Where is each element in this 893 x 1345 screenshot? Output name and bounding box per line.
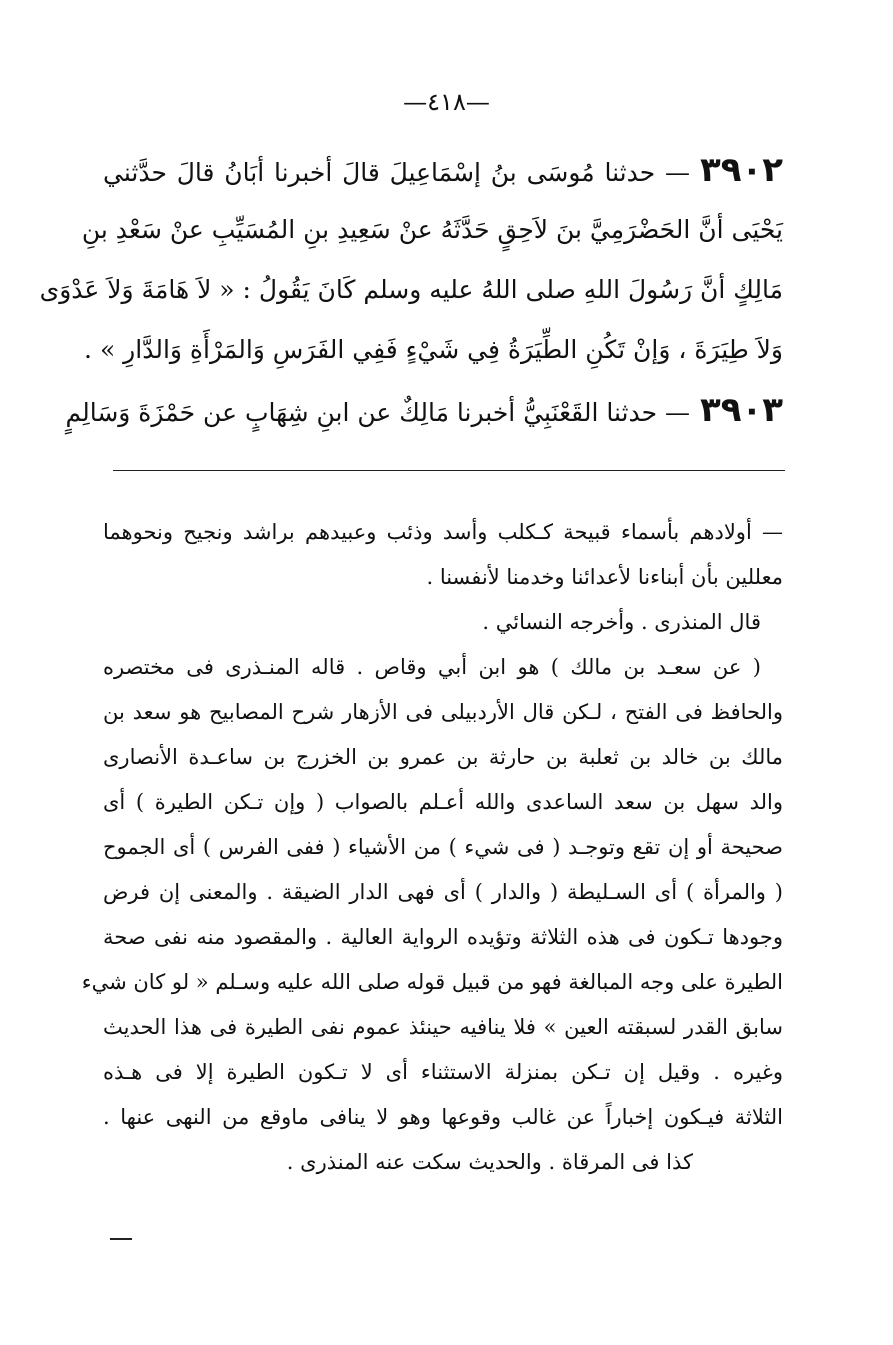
commentary-line: وغيره . وقيل إن تـكن بمنزلة الاستثناء أى لا تـكون الطيرة إلا فى هـذه	[103, 1060, 783, 1084]
hadith-line: وَلاَ طِيَرَةَ ، وَإنْ تَكُنِ الطِّيَرَةُ فِي شَيْءٍ فَفِي الفَرَسِ وَالمَرْأَةِ وَالدَّارِ » .	[84, 335, 783, 364]
commentary-line: سابق القدر لسبقته العين » فلا ينافيه حينئذ عموم نفى الطيرة فى هذا الحديث	[103, 1015, 783, 1039]
hadith-text-block	[39, 140, 783, 440]
commentary-line: ( عن سعـد بن مالك ) هو ابن أبي وقاص . قاله المنـذرى فى مختصره	[103, 655, 761, 679]
footnote-divider	[113, 470, 785, 471]
commentary-line: مالك بن خالد بن ثعلبة بن حارثة بن عمرو بن الخزرج بن ساعـدة الأنصارى	[103, 745, 783, 769]
hadith-number: ٣٩٠٢	[699, 150, 783, 190]
commentary-line: الثلاثة فيـكون إخباراً عن غالب وقوعها وهو لا ينافى ماوقع من النهى عنها .	[103, 1105, 783, 1129]
hadith-line: يَحْيَى أنَّ الحَضْرَمِيَّ بنَ لاَحِقٍ حَدَّثَهُ عنْ سَعِيدِ بنِ المُسَيِّبِ عنْ سَعْدِ بنِ	[81, 215, 783, 244]
commentary-line: صحيحة أو إن تقع وتوجـد ( فى شيء ) من الأشياء ( ففى الفرس ) أى الجموح	[103, 835, 783, 859]
hadith-line-text: — حدثنا القَعْنَبِيُّ أخبرنا مَالِكٌ عن ابنِ شِهَابٍ عن حَمْزَةَ وَسَالِمٍ	[65, 398, 690, 427]
commentary-line: معللين بأن أبناءنا لأعدائنا وخدمنا لأنفسنا .	[426, 565, 783, 589]
hadith-line	[65, 380, 783, 440]
commentary-line: والحافظ فى الفتح ، لـكن قال الأردبيلى فى الأزهار شرح المصابيح هو سعد بن	[103, 700, 783, 724]
commentary-line: وجودها تـكون فى هذه الثلاثة وتؤيده الرواية العالية . والمقصود منه نفى صحة	[103, 925, 783, 949]
commentary-line: والد سهل بن سعد الساعدى والله أعـلم بالصواب ( وإن تـكن الطيرة ) أى	[103, 790, 783, 814]
hadith-number: ٣٩٠٣	[699, 390, 783, 430]
commentary-line: الطيرة على وجه المبالغة فهو من قبيل قوله صلى الله عليه وسـلم « لو كان شيء	[81, 970, 783, 994]
hadith-line-text: — حدثنا مُوسَى بنُ إسْمَاعِيلَ قالَ أخبرنا أبَانُ قالَ حدَّثني	[103, 158, 690, 187]
commentary-line: قال المنذرى . وأخرجه النسائي .	[482, 610, 761, 634]
commentary-block	[81, 510, 783, 1185]
page-number: —٤١٨—	[403, 88, 490, 116]
hadith-line	[103, 140, 783, 200]
commentary-line: ( والمرأة ) أى السـليطة ( والدار ) أى فهى الدار الضيقة . والمعنى إن فرض	[103, 880, 783, 904]
commentary-line: — أولادهم بأسماء قبيحة كـكلب وأسد وذئب وعبيدهم براشد ونجيح ونحوهما	[103, 520, 783, 544]
hadith-line: مَالِكٍ أنَّ رَسُولَ اللهِ صلى اللهُ عليه وسلم كَانَ يَقُولُ : « لاَ هَامَةَ وَلاَ عَدْوَى	[39, 275, 783, 304]
end-dash	[110, 1238, 132, 1240]
commentary-line: كذا فى المرقاة . والحديث سكت عنه المنذرى .	[286, 1150, 693, 1174]
